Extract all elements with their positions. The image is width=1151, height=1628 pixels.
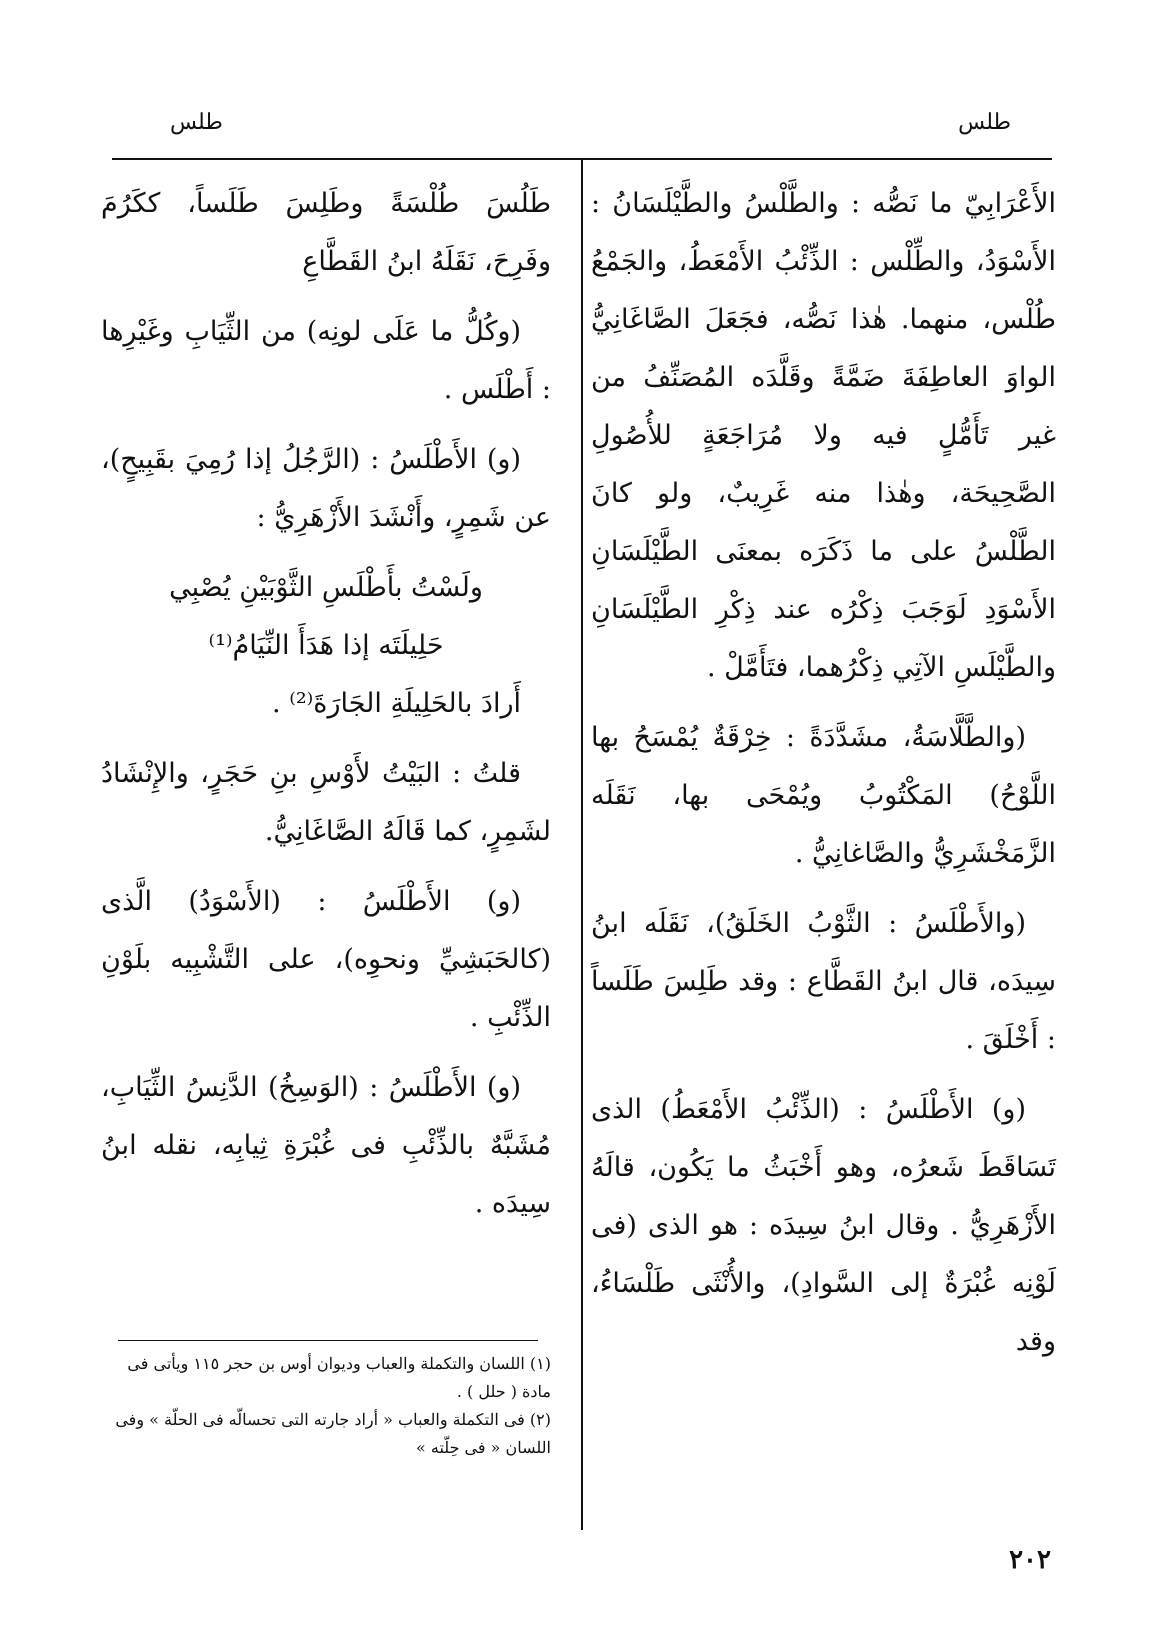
footnote: (٢) فى التكملة والعباب « أراد جارته التى تحسالّه فى الحلّة » وفى اللسان « فى حِلّته » <box>115 1410 551 1457</box>
entry-paragraph: قلتُ : البَيْتُ لأَوْسِ بنِ حَجَرٍ، والإِنْشَادُ لشَمِرٍ، كما قَالَهُ الصَّاغَانِيُّ. <box>101 758 551 847</box>
entry-paragraph: (و) الأَطْلَسُ : (الذِّئْبُ الأَمْعَطُ) الذى تَسَاقَطَ شَعرُه، وهو أَخْبَثُ ما يَكُون، قالَهُ الأَزْهَرِيُّ . وقال ابنُ سِيدَه : هو الذى (فى لَوْنِه غُبْرَةٌ إلى السَّوادِ)، والأُنْثَى طَلْسَاءُ، وقد <box>591 1094 1056 1357</box>
entry-paragraph: طَلُسَ طُلْسَةً وطَلِسَ طَلَساً، ككَرُمَ وفَرِحَ، نَقَلَهُ ابنُ القَطَّاعِ <box>101 188 551 277</box>
entry-paragraph: (و) الأَطْلَسُ : (الأَسْوَدُ) الَّذى (كالحَبَشِيِّ ونحوِه)، على التَّشْبِيه بلَوْنِ الذِّئْبِ . <box>101 886 551 1033</box>
footnote: (١) اللسان والتكملة والعباب وديوان أوس بن حجر ١١٥ ويأتى فى مادة ( حلل ) . <box>127 1354 551 1401</box>
entry-paragraph: (والأَطْلَسُ : الثَّوْبُ الخَلَقُ)، نَقَلَه ابنُ سِيدَه، قال ابنُ القَطَّاع : وقد طَلِسَ طَلَساً : أَخْلَقَ . <box>591 908 1056 1055</box>
column-divider <box>581 160 583 1530</box>
page-number: ٢٠٢ <box>1009 1545 1051 1575</box>
entry-paragraph: (والطَّلَّاسَةُ، مشَدَّدَةً : خِرْقَةٌ يُمْسَحُ بها اللَّوْحُ) المَكْتُوبُ ويُمْحَى بها، نَقَلَه الزَّمَخْشَرِيُّ والصَّاغانِيُّ . <box>591 722 1056 869</box>
entry-paragraph: (و) الأَطْلَسُ : (الوَسِخُ) الدَّنِسُ الثِّيَابِ، مُشَبَّهٌ بالذِّئْبِ فى غُبْرَةِ ثِيابِه، نقله ابنُ سِيدَه . <box>101 1072 551 1219</box>
footnotes <box>101 1350 551 1462</box>
left-column <box>101 175 551 1245</box>
running-header-right: طلس <box>958 110 1011 135</box>
poem-verse-line: ولَسْتُ بأَطْلَسِ الثَّوْبَيْنِ يُصْبِي <box>169 572 483 603</box>
right-column <box>591 175 1056 1383</box>
entry-paragraph: أَرادَ بالحَلِيلَةِ الجَارَةَ⁽²⁾ . <box>272 688 521 719</box>
footnote-rule <box>118 1340 538 1341</box>
poem-verse-line: حَلِيلَتَه إذا هَدَأَ النِّيَامُ⁽¹⁾ <box>208 630 444 661</box>
entry-paragraph: الأَعْرَابِيّ ما نَصُّه : والطَّلْسُ والطَّيْلَسَانُ : الأَسْوَدُ، والطِّلْس : الذِّئْبُ الأَمْعَطُ، والجَمْعُ طُلْس، منهما. هٰذا نَصُّه، فجَعَلَ الصَّاغَانِيُّ الواوَ العاطِفَةَ ضَمَّةً وقَلَّدَه المُصَنِّفُ من غير تَأَمُّلٍ فيه ولا مُرَاجَعَةٍ للأُصُولِ الصَّحِيحَة، وهٰذا منه غَرِيبٌ، ولو كانَ الطَّلْسُ على ما ذَكَرَه بمعنَى الطَّيْلَسَانِ الأَسْوَدِ لَوَجَبَ ذِكْرُه عند ذِكْرِ الطَّيْلَسَانِ والطَّيْلَسِ الآتِي ذِكْرُهما، فتَأَمَّلْ . <box>591 188 1056 683</box>
entry-paragraph: (و) الأَطْلَسُ : (الرَّجُلُ إذا رُمِيَ بقَبِيحٍ)، عن شَمِرٍ، وأَنْشَدَ الأَزْهَرِيُّ : <box>101 444 551 533</box>
running-header-left: طلس <box>170 110 223 135</box>
entry-paragraph: (وكُلُّ ما عَلَى لونِه) من الثِّيَابِ وغَيْرِها : أَطْلَس . <box>101 316 551 405</box>
